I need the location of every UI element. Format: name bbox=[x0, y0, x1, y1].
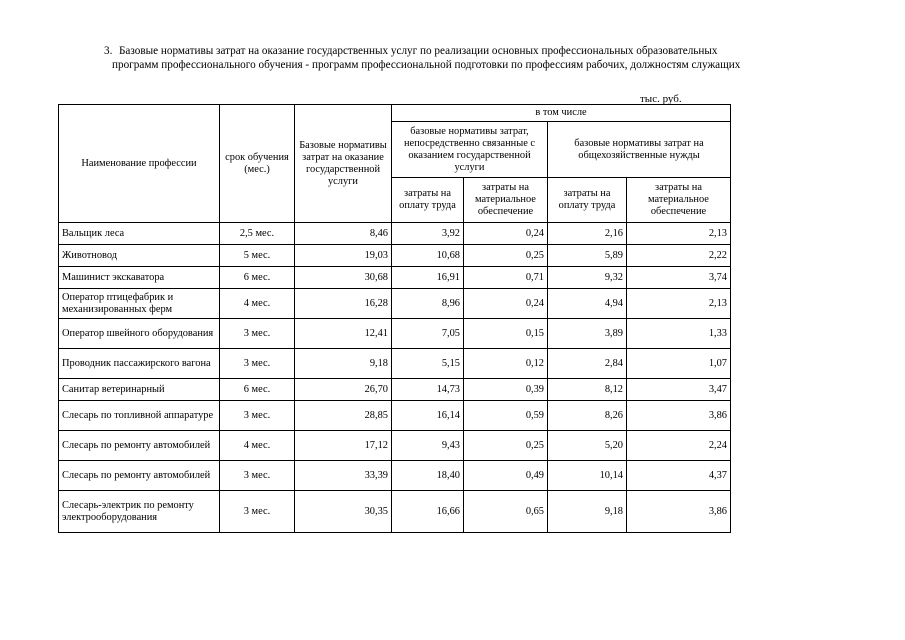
cell-direct-wages: 16,66 bbox=[392, 491, 464, 533]
cell-term: 3 мес. bbox=[220, 461, 295, 491]
cell-general-wages: 9,18 bbox=[548, 491, 627, 533]
cell-base: 12,41 bbox=[295, 319, 392, 349]
cell-general-material: 3,47 bbox=[627, 379, 731, 401]
cell-term: 2,5 мес. bbox=[220, 223, 295, 245]
table-row bbox=[59, 349, 731, 379]
header-name: Наименование профессии bbox=[59, 105, 220, 223]
norms-table bbox=[58, 104, 731, 533]
cell-term: 3 мес. bbox=[220, 491, 295, 533]
cell-general-material: 1,33 bbox=[627, 319, 731, 349]
cell-general-material: 2,24 bbox=[627, 431, 731, 461]
cell-term: 4 мес. bbox=[220, 289, 295, 319]
cell-base: 33,39 bbox=[295, 461, 392, 491]
cell-term: 5 мес. bbox=[220, 245, 295, 267]
cell-general-material: 1,07 bbox=[627, 349, 731, 379]
header-term: срок обучения (мес.) bbox=[220, 105, 295, 223]
cell-direct-material: 0,59 bbox=[464, 401, 548, 431]
cell-direct-material: 0,12 bbox=[464, 349, 548, 379]
cell-general-material: 2,13 bbox=[627, 223, 731, 245]
cell-base: 30,68 bbox=[295, 267, 392, 289]
cell-general-wages: 4,94 bbox=[548, 289, 627, 319]
cell-general-wages: 8,26 bbox=[548, 401, 627, 431]
cell-name: Слесарь по ремонту автомобилей bbox=[59, 431, 220, 461]
cell-name: Оператор птицефабрик и механизированных ферм bbox=[59, 289, 220, 319]
cell-direct-material: 0,25 bbox=[464, 431, 548, 461]
cell-direct-wages: 16,91 bbox=[392, 267, 464, 289]
section-number: 3. bbox=[104, 45, 113, 57]
cell-general-material: 3,74 bbox=[627, 267, 731, 289]
table-row bbox=[59, 223, 731, 245]
table-row bbox=[59, 431, 731, 461]
document-heading bbox=[104, 44, 864, 72]
header-direct-wages: затраты на оплату труда bbox=[392, 178, 464, 223]
cell-direct-material: 0,65 bbox=[464, 491, 548, 533]
heading-line-2: программ профессионального обучения - программ профессиональной подготовки по профессиям рабочих, должностям служащих bbox=[112, 59, 741, 71]
cell-general-wages: 5,20 bbox=[548, 431, 627, 461]
cell-direct-material: 0,71 bbox=[464, 267, 548, 289]
cell-direct-material: 0,39 bbox=[464, 379, 548, 401]
cell-base: 16,28 bbox=[295, 289, 392, 319]
cell-direct-material: 0,24 bbox=[464, 223, 548, 245]
heading-line-1: Базовые нормативы затрат на оказание государственных услуг по реализации основных профессиональных образовательных bbox=[119, 45, 718, 57]
cell-general-wages: 9,32 bbox=[548, 267, 627, 289]
table-row bbox=[59, 461, 731, 491]
table-row bbox=[59, 267, 731, 289]
table-row bbox=[59, 319, 731, 349]
cell-base: 19,03 bbox=[295, 245, 392, 267]
cell-general-wages: 5,89 bbox=[548, 245, 627, 267]
cell-term: 3 мес. bbox=[220, 349, 295, 379]
cell-direct-wages: 3,92 bbox=[392, 223, 464, 245]
cell-base: 28,85 bbox=[295, 401, 392, 431]
cell-direct-wages: 10,68 bbox=[392, 245, 464, 267]
cell-direct-material: 0,24 bbox=[464, 289, 548, 319]
cell-direct-wages: 14,73 bbox=[392, 379, 464, 401]
cell-direct-wages: 8,96 bbox=[392, 289, 464, 319]
cell-term: 6 мес. bbox=[220, 267, 295, 289]
cell-name: Слесарь-электрик по ремонту электрооборудования bbox=[59, 491, 220, 533]
cell-general-wages: 3,89 bbox=[548, 319, 627, 349]
header-including: в том числе bbox=[392, 105, 731, 122]
cell-base: 30,35 bbox=[295, 491, 392, 533]
cell-general-material: 3,86 bbox=[627, 401, 731, 431]
cell-general-wages: 10,14 bbox=[548, 461, 627, 491]
cell-general-material: 3,86 bbox=[627, 491, 731, 533]
cell-name: Животновод bbox=[59, 245, 220, 267]
unit-label: тыс. руб. bbox=[640, 93, 682, 105]
header-general-material: затраты на материальное обеспечение bbox=[627, 178, 731, 223]
cell-direct-wages: 5,15 bbox=[392, 349, 464, 379]
cell-base: 26,70 bbox=[295, 379, 392, 401]
cell-term: 6 мес. bbox=[220, 379, 295, 401]
cell-general-material: 2,22 bbox=[627, 245, 731, 267]
cell-name: Слесарь по ремонту автомобилей bbox=[59, 461, 220, 491]
table-row bbox=[59, 245, 731, 267]
cell-direct-material: 0,25 bbox=[464, 245, 548, 267]
table-row bbox=[59, 289, 731, 319]
table-body bbox=[59, 223, 731, 533]
cell-general-wages: 2,16 bbox=[548, 223, 627, 245]
cell-name: Санитар ветеринарный bbox=[59, 379, 220, 401]
cell-direct-wages: 18,40 bbox=[392, 461, 464, 491]
table-row bbox=[59, 401, 731, 431]
cell-general-material: 4,37 bbox=[627, 461, 731, 491]
cell-general-material: 2,13 bbox=[627, 289, 731, 319]
table-row bbox=[59, 379, 731, 401]
cell-direct-wages: 7,05 bbox=[392, 319, 464, 349]
cell-base: 9,18 bbox=[295, 349, 392, 379]
cell-base: 8,46 bbox=[295, 223, 392, 245]
cell-direct-material: 0,49 bbox=[464, 461, 548, 491]
cell-name: Слесарь по топливной аппаратуре bbox=[59, 401, 220, 431]
cell-term: 3 мес. bbox=[220, 401, 295, 431]
header-direct-material: затраты на материальное обеспечение bbox=[464, 178, 548, 223]
cell-base: 17,12 bbox=[295, 431, 392, 461]
table-row bbox=[59, 491, 731, 533]
cell-name: Машинист экскаватора bbox=[59, 267, 220, 289]
header-general-wages: затраты на оплату труда bbox=[548, 178, 627, 223]
cell-general-wages: 2,84 bbox=[548, 349, 627, 379]
cell-term: 3 мес. bbox=[220, 319, 295, 349]
cell-name: Проводник пассажирского вагона bbox=[59, 349, 220, 379]
cell-general-wages: 8,12 bbox=[548, 379, 627, 401]
cell-direct-wages: 9,43 bbox=[392, 431, 464, 461]
header-base: Базовые нормативы затрат на оказание государственной услуги bbox=[295, 105, 392, 223]
cell-direct-wages: 16,14 bbox=[392, 401, 464, 431]
cell-direct-material: 0,15 bbox=[464, 319, 548, 349]
cell-name: Вальщик леса bbox=[59, 223, 220, 245]
header-general: базовые нормативы затрат на общехозяйственные нужды bbox=[548, 122, 731, 178]
header-direct: базовые нормативы затрат, непосредственно связанные с оказанием государственной услуги bbox=[392, 122, 548, 178]
cell-term: 4 мес. bbox=[220, 431, 295, 461]
cell-name: Оператор швейного оборудования bbox=[59, 319, 220, 349]
table-header bbox=[59, 105, 731, 223]
